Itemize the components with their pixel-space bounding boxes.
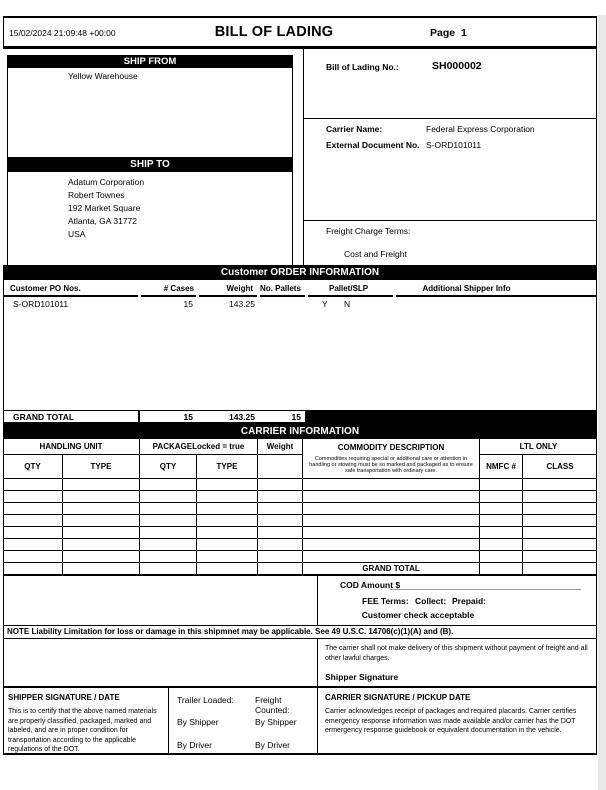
carrier-ack-text: Carrier acknowledges receipt of packages and required placards. Carrier certifies emergency response information was made available and/or carrier has the DOT ermergency response guidebook or equivalent documentation in the vehicle. xyxy=(325,708,577,734)
handling-unit-header: HANDLING UNIT xyxy=(3,439,140,455)
empty-cell xyxy=(63,527,140,538)
order-slp-flag: N xyxy=(344,299,351,309)
class-header: CLASS xyxy=(546,462,574,471)
freight-terms-value: Cost and Freight xyxy=(344,249,407,259)
liability-note: NOTE Liability Limitation for loss or damage in this shipmnet may be applicable. See 49 U.S.C. 14706(c)(1)(A) and (B). xyxy=(3,625,597,639)
delivery-left-blank-cell xyxy=(3,639,318,686)
shipper-signature-cell xyxy=(3,688,169,753)
customer-order-column-headers xyxy=(3,280,597,297)
carrier-table-empty-row xyxy=(3,491,597,503)
empty-cell xyxy=(197,515,258,526)
freight-terms-label: Freight Charge Terms: xyxy=(326,226,411,236)
page-edge-strip xyxy=(598,15,606,790)
empty-cell xyxy=(480,491,523,502)
weight-header: Weight xyxy=(258,439,303,455)
trailer-by-driver-label: By Driver xyxy=(177,740,212,750)
empty-cell xyxy=(3,503,63,514)
empty-cell xyxy=(523,539,597,550)
empty-cell xyxy=(63,479,140,490)
page-indicator xyxy=(430,27,467,39)
order-weight: 143.25 xyxy=(229,299,255,309)
signature-row xyxy=(3,688,597,755)
col-header-no-pallets: No. Pallets xyxy=(260,282,305,297)
empty-cell xyxy=(303,491,480,502)
empty-cell xyxy=(258,491,303,502)
address-line: Adatum Corporation xyxy=(68,177,145,187)
empty-cell xyxy=(140,479,197,490)
freight-counted-label: Freight Counted: xyxy=(255,695,290,715)
grand-total-weight: 143.25 xyxy=(229,412,255,422)
empty-cell xyxy=(258,527,303,538)
empty-cell xyxy=(480,563,523,574)
col-header-cases: # Cases xyxy=(141,282,196,297)
bol-number-section xyxy=(304,49,596,119)
nmfc-header: NMFC # xyxy=(480,455,523,478)
shipper-certify-text: This is to certify that the above named materials are properly classified, packaged, marked and labeled, and are in proper condition for transportation according to the applicable regulations of the DOT. xyxy=(8,708,157,753)
empty-cell xyxy=(140,491,197,502)
empty-cell xyxy=(140,503,197,514)
print-datetime: 15/02/2024 21:09:48 +00:00 xyxy=(9,28,116,38)
empty-cell xyxy=(303,515,480,526)
empty-cell xyxy=(63,563,140,574)
ship-from-header: SHIP FROM xyxy=(7,55,293,68)
carrier-table-header-row2 xyxy=(3,455,597,479)
empty-cell xyxy=(3,479,63,490)
carrier-table-header-row1 xyxy=(3,439,597,455)
empty-cell xyxy=(197,539,258,550)
address-line: Robert Townes xyxy=(68,190,125,200)
cod-amount-label: COD Amount $ xyxy=(340,580,401,590)
empty-cell xyxy=(523,491,597,502)
empty-cell xyxy=(3,527,63,538)
empty-cell xyxy=(197,527,258,538)
order-po-number: S-ORD101011 xyxy=(13,299,69,309)
package-type-header: TYPE xyxy=(197,455,258,478)
customer-order-row xyxy=(3,299,597,312)
empty-cell xyxy=(523,479,597,490)
empty-cell xyxy=(480,539,523,550)
empty-cell xyxy=(480,551,523,562)
page-title: BILL OF LADING xyxy=(214,24,334,40)
empty-cell xyxy=(3,539,63,550)
trailer-by-shipper-label: By Shipper xyxy=(177,717,219,727)
empty-cell xyxy=(523,503,597,514)
empty-cell xyxy=(197,563,258,574)
empty-cell xyxy=(140,551,197,562)
external-doc-value: S-ORD101011 xyxy=(426,140,482,150)
empty-cell xyxy=(63,539,140,550)
collect-label: Collect: xyxy=(415,596,447,606)
order-pallet-flag: Y xyxy=(322,299,328,309)
empty-cell xyxy=(197,551,258,562)
empty-cell xyxy=(258,551,303,562)
trailer-freight-cell xyxy=(169,688,318,753)
col-header-weight: Weight xyxy=(199,282,257,297)
col-header-pallet-slp: Pallet/SLP xyxy=(308,282,393,297)
trailer-loaded-label: Trailer Loaded: xyxy=(177,695,234,705)
empty-cell xyxy=(258,503,303,514)
delivery-row xyxy=(3,639,597,688)
col-header-additional-info: Additional Shipper Info xyxy=(396,282,597,297)
prepaid-label: Prepaid: xyxy=(452,596,487,606)
empty-cell xyxy=(523,563,597,574)
carrier-info-header: CARRIER INFORMATION xyxy=(3,424,597,439)
carrier-table-empty-rows xyxy=(3,479,597,563)
weight-header-blank xyxy=(258,455,303,478)
commodity-note: Commodities requiring special or additional care or attention in handling or stowing must be so marked and packaged as to ensure safe transportation with ordinary care. xyxy=(303,455,480,478)
empty-cell xyxy=(3,563,63,574)
empty-cell xyxy=(303,527,480,538)
grand-total-filler-block xyxy=(305,411,597,422)
empty-cell xyxy=(258,539,303,550)
empty-cell xyxy=(140,515,197,526)
empty-cell xyxy=(63,515,140,526)
empty-cell xyxy=(480,515,523,526)
empty-cell xyxy=(140,563,197,574)
external-doc-label: External Document No. xyxy=(326,140,420,150)
carrier-table-empty-row xyxy=(3,539,597,551)
grand-total-cases: 15 xyxy=(183,412,193,422)
cod-left-blank-cell xyxy=(3,576,318,625)
empty-cell xyxy=(258,479,303,490)
empty-cell xyxy=(303,539,480,550)
address-line: Atlanta, GA 31772 xyxy=(68,216,137,226)
address-line: USA xyxy=(68,229,86,239)
fee-terms-label: FEE Terms: xyxy=(362,596,409,606)
carrier-table-empty-row xyxy=(3,527,597,539)
customer-grand-total-row xyxy=(3,410,597,424)
package-qty-header: QTY xyxy=(140,455,197,478)
bol-number-label: Bill of Lading No.: xyxy=(326,62,399,72)
customer-order-header: Customer ORDER INFORMATION xyxy=(3,265,597,280)
empty-cell xyxy=(3,551,63,562)
bol-number-value: SH000002 xyxy=(432,60,482,72)
empty-cell xyxy=(480,479,523,490)
empty-cell xyxy=(258,563,303,574)
empty-cell xyxy=(303,479,480,490)
shipper-signature-title: SHIPPER SIGNATURE / DATE xyxy=(8,693,120,702)
address-line: Yellow Warehouse xyxy=(68,71,138,81)
empty-cell xyxy=(63,503,140,514)
carrier-table-empty-row xyxy=(3,515,597,527)
empty-cell xyxy=(140,539,197,550)
page-label: Page xyxy=(430,27,456,39)
freight-terms-section xyxy=(304,221,596,265)
delivery-condition-text: The carrier shall not make delivery of this shipment without payment of freight and all other lawful charges. xyxy=(325,645,588,662)
col-header-customer-po: Customer PO Nos. xyxy=(3,282,138,297)
ship-to-address xyxy=(7,172,293,265)
empty-cell xyxy=(3,491,63,502)
order-cases: 15 xyxy=(183,299,193,309)
carrier-name-value: Federal Express Corporation xyxy=(426,124,535,134)
shipper-signature-label: Shipper Signature xyxy=(325,672,399,682)
carrier-table-empty-row xyxy=(3,551,597,563)
cod-section xyxy=(318,576,597,625)
carrier-name-label: Carrier Name: xyxy=(326,124,383,134)
grand-total-label: GRAND TOTAL xyxy=(13,412,75,422)
carrier-grand-total-row xyxy=(3,563,597,576)
empty-cell xyxy=(197,479,258,490)
empty-cell xyxy=(523,551,597,562)
empty-cell xyxy=(303,503,480,514)
empty-cell xyxy=(523,527,597,538)
freight-by-driver-label: By Driver xyxy=(255,740,290,750)
carrier-section xyxy=(304,119,596,221)
grand-total-pallets: 15 xyxy=(291,412,301,422)
empty-cell xyxy=(303,551,480,562)
empty-cell xyxy=(3,515,63,526)
carrier-grand-total-label: GRAND TOTAL xyxy=(303,563,480,574)
reference-panel xyxy=(303,49,597,265)
empty-cell xyxy=(197,503,258,514)
page-number: 1 xyxy=(460,27,467,39)
ship-to-header: SHIP TO xyxy=(7,157,293,172)
commodity-header: COMMODITY DESCRIPTION xyxy=(303,439,480,455)
customer-check-note: Customer check acceptable xyxy=(361,610,475,620)
document-header xyxy=(3,16,597,49)
empty-cell xyxy=(258,515,303,526)
carrier-signature-title: CARRIER SIGNATURE / PICKUP DATE xyxy=(325,693,471,702)
address-line: 192 Market Square xyxy=(68,203,141,213)
empty-cell xyxy=(63,491,140,502)
cod-amount-line xyxy=(390,589,581,590)
carrier-table-empty-row xyxy=(3,503,597,515)
empty-cell xyxy=(63,551,140,562)
ltl-only-header: LTL ONLY xyxy=(480,439,597,455)
freight-by-shipper-label: By Shipper xyxy=(255,717,297,727)
carrier-signature-cell xyxy=(318,688,597,753)
ship-from-address xyxy=(7,68,293,157)
empty-cell xyxy=(480,527,523,538)
carrier-table-empty-row xyxy=(3,479,597,491)
empty-cell xyxy=(523,515,597,526)
empty-cell xyxy=(480,503,523,514)
package-header: PACKAGELocked = true xyxy=(140,439,258,455)
handling-type-header: TYPE xyxy=(63,455,140,478)
handling-qty-header: QTY xyxy=(3,455,63,478)
empty-cell xyxy=(197,491,258,502)
empty-cell xyxy=(140,527,197,538)
